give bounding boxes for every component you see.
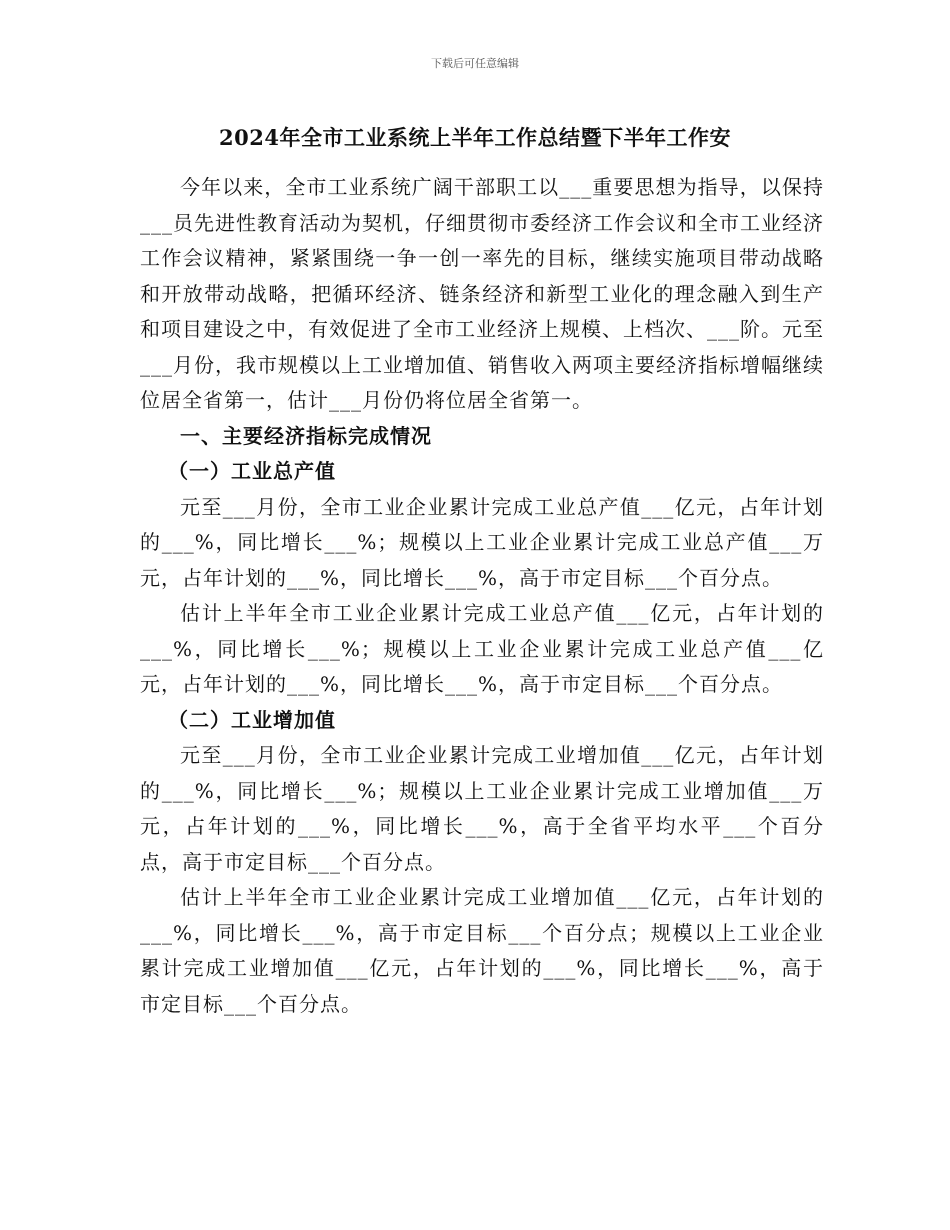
document-title: 2024年全市工业系统上半年工作总结暨下半年工作安 bbox=[219, 125, 731, 150]
header-watermark: 下载后可任意编辑 bbox=[431, 57, 519, 70]
document-body bbox=[140, 170, 824, 1022]
output-paragraph-2: 估计上半年全市工业企业累计完成工业总产值___亿元，占年计划的___%，同比增长___%；规模以上工业企业累计完成工业总产值___亿元，占年计划的___%，同比增长___%，高于市定目标___个百分点。 bbox=[140, 601, 824, 696]
value-added-paragraph-2: 估计上半年全市工业企业累计完成工业增加值___亿元，占年计划的___%，同比增长___%，高于市定目标___个百分点；规模以上工业企业累计完成工业增加值___亿元，占年计划的___%，同比增长___%，高于市定目标___个百分点。 bbox=[140, 885, 824, 1016]
output-paragraph-1: 元至___月份，全市工业企业累计完成工业总产值___亿元，占年计划的___%，同比增长___%；规模以上工业企业累计完成工业总产值___万元，占年计划的___%，同比增长___%，高于市定目标___个百分点。 bbox=[140, 494, 824, 590]
value-added-paragraph-1: 元至___月份，全市工业企业累计完成工业增加值___亿元，占年计划的___%，同比增长___%；规模以上工业企业累计完成工业增加值___万元，占年计划的___%，同比增长___%，高于全省平均水平___个百分点，高于市定目标___个百分点。 bbox=[140, 743, 824, 874]
subsection-heading-output: （一）工业总产值 bbox=[168, 459, 336, 483]
subsection-heading-value-added: （二）工业增加值 bbox=[168, 707, 336, 732]
section-heading-1: 一、主要经济指标完成情况 bbox=[180, 423, 432, 448]
intro-paragraph: 今年以来，全市工业系统广阔干部职工以___重要思想为指导，以保持___员先进性教育活动为契机，仔细贯彻市委经济工作会议和全市工业经济工作会议精神，紧紧围绕一争一创一率先的目标，继续实施项目带动战略和开放带动战略，把循环经济、链条经济和新型工业化的理念融入到生产和项目建设之中，有效促进了全市工业经济上规模、上档次、___阶。元至___月份，我市规模以上工业增加值、销售收入两项主要经济指标增幅继续位居全省第一，估计___月份仍将位居全省第一。 bbox=[140, 175, 824, 412]
